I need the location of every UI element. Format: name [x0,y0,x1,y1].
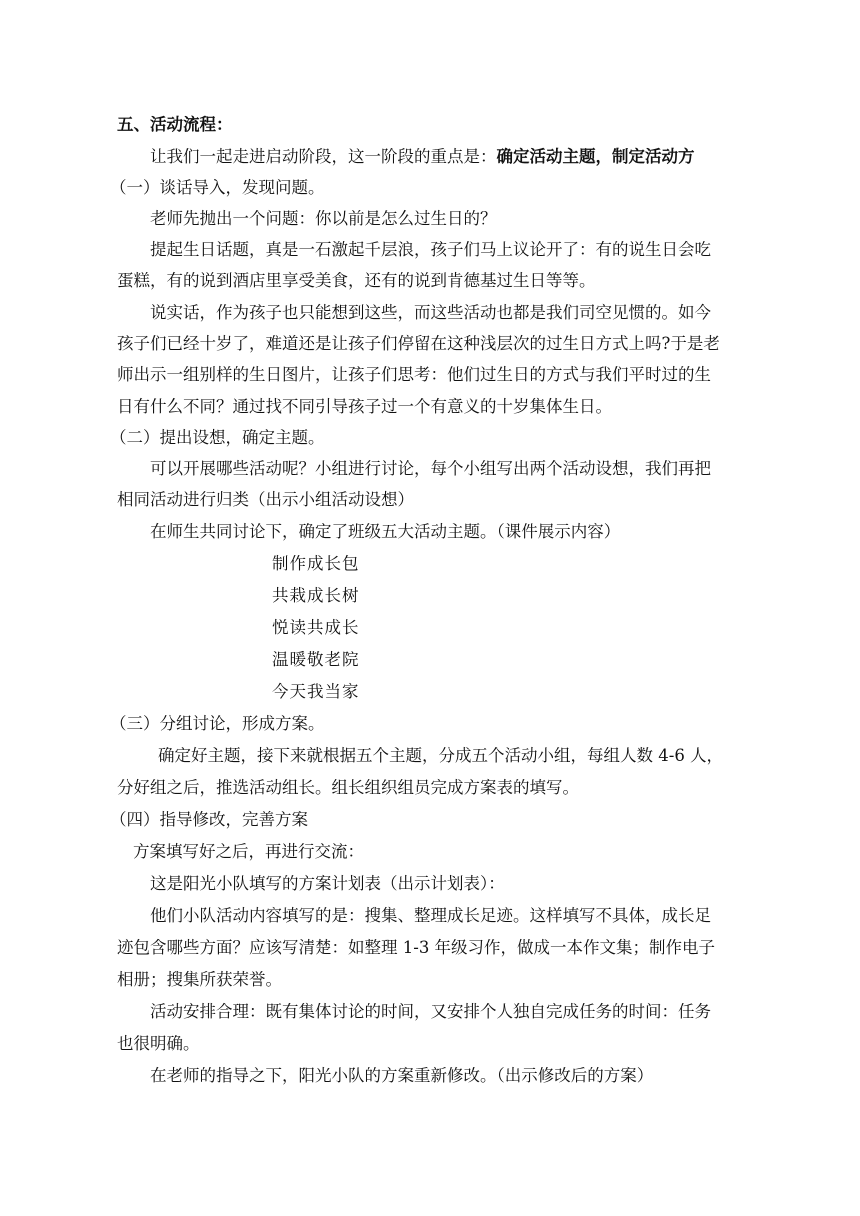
part4-paragraph-3-line-1: 他们小队活动内容填写的是：搜集、整理成长足迹。这样填写不具体，成长足 [150,906,711,925]
theme-item: 温暖敬老院 [272,650,360,669]
part4-paragraph-4-line-2: 也很明确。 [117,1034,200,1053]
theme-item: 今天我当家 [272,682,360,701]
section-title: 五、活动流程： [117,115,233,134]
part3-heading: （三）分组讨论，形成方案。 [110,714,325,733]
intro-prefix: 让我们一起走进启动阶段，这一阶段的重点是： [150,147,497,166]
part4-paragraph-3-line-2: 迹包含哪些方面？应该写清楚：如整理 1-3 年级习作，做成一本作文集；制作电子 [117,938,716,957]
part3-paragraph-line-1: 确定好主题，接下来就根据五个主题，分成五个活动小组，每组人数 4-6 人， [158,746,724,765]
part1-heading: （一）谈话导入，发现问题。 [110,178,325,197]
part1-paragraph-1: 老师先抛出一个问题：你以前是怎么过生日的？ [150,209,497,228]
part1-paragraph-2-line-2: 蛋糕，有的说到酒店里享受美食，还有的说到肯德基过生日等等。 [117,271,596,290]
intro-emphasis: 确定活动主题，制定活动方 [496,147,695,166]
theme-item: 共栽成长树 [272,586,360,605]
part2-paragraph-1-line-2: 相同活动进行归类（出示小组活动设想） [117,490,414,509]
part4-heading: （四）指导修改，完善方案 [110,810,308,829]
part1-paragraph-2-line-1: 提起生日话题，真是一石激起千层浪，孩子们马上议论开了：有的说生日会吃 [150,240,711,259]
part2-heading: （二）提出设想，确定主题。 [110,428,325,447]
theme-item: 悦读共成长 [272,618,360,637]
theme-item: 制作成长包 [272,554,360,573]
part4-paragraph-2: 这是阳光小队填写的方案计划表（出示计划表）： [150,874,505,893]
part4-paragraph-4-line-1: 活动安排合理：既有集体讨论的时间，又安排个人独自完成任务的时间：任务 [150,1002,711,1021]
part1-paragraph-3-line-4: 日有什么不同？通过找不同引导孩子过一个有意义的十岁集体生日。 [117,397,612,416]
part2-paragraph-1-line-1: 可以开展哪些活动呢？小组进行讨论，每个小组写出两个活动设想，我们再把 [150,459,711,478]
part3-paragraph-line-2: 分好组之后，推选活动组长。组长组织组员完成方案表的填写。 [117,778,579,797]
intro-paragraph [150,146,695,168]
part4-paragraph-1: 方案填写好之后，再进行交流： [133,842,364,861]
part1-paragraph-3-line-1: 说实话，作为孩子也只能想到这些，而这些活动也都是我们司空见惯的。如今 [150,303,711,322]
part1-paragraph-3-line-3: 师出示一组别样的生日图片，让孩子们思考：他们过生日的方式与我们平时过的生 [117,365,711,384]
part1-paragraph-3-line-2: 孩子们已经十岁了，难道还是让孩子们停留在这种浅层次的过生日方式上吗?于是老 [117,334,720,353]
part4-paragraph-3-line-3: 相册；搜集所获荣誉。 [117,970,282,989]
part4-paragraph-5: 在老师的指导之下，阳光小队的方案重新修改。（出示修改后的方案） [150,1066,654,1085]
part2-paragraph-2: 在师生共同讨论下，确定了班级五大活动主题。（课件展示内容） [150,522,621,541]
